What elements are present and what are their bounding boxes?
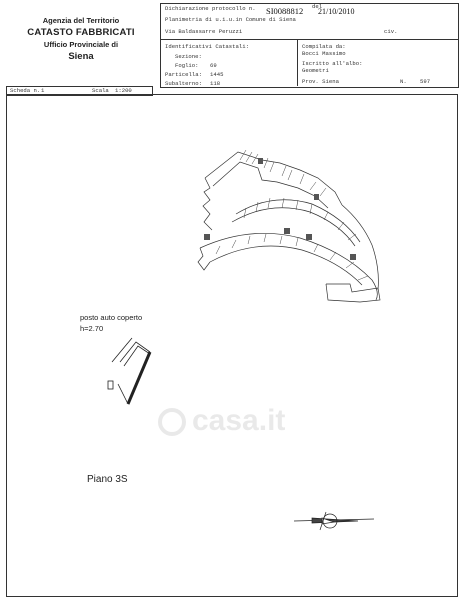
n-value: 597 [420, 78, 431, 85]
planimetria-label: Planimetria di u.i.u.in Comune di Siena [165, 16, 296, 23]
foglio-label: Foglio: [175, 62, 199, 69]
parking-space [108, 338, 150, 404]
subalterno-label: Subalterno: [165, 80, 202, 87]
parking-wall [128, 352, 150, 404]
n-label: N. [400, 78, 407, 85]
catastal-title: Identificativi Catastali: [165, 43, 249, 50]
building-hatch [216, 150, 368, 280]
agency-name: Agenzia del Territorio [42, 16, 120, 25]
declaration-number: SI0088812 [266, 6, 304, 16]
office-label: Ufficio Provinciale di [43, 40, 119, 49]
foglio-value: 69 [210, 62, 217, 69]
catasto-title: CATASTO FABBRICATI [27, 27, 135, 38]
declaration-label: Dichiarazione protocollo n. [165, 5, 256, 12]
office-city: Siena [68, 51, 94, 62]
civ-label: civ. [384, 28, 398, 35]
scheda-value: 1 [41, 87, 45, 94]
declaration-date: 21/10/2010 [318, 7, 355, 16]
parking-annotation: posto auto coperto [80, 313, 143, 322]
floor-label: Piano 3S [87, 474, 128, 485]
watermark-text: casa.it [192, 404, 286, 437]
particella-label: Particella: [165, 71, 202, 78]
address: Via Baldassarre Peruzzi [165, 28, 243, 35]
albo-value: Geometri [302, 67, 329, 74]
scheda-label: Scheda n. [10, 87, 41, 94]
compilata-name: Bocci Massimo [302, 50, 346, 57]
declaration-date-label: del [312, 3, 323, 10]
compilata-label: Compilata da: [302, 43, 346, 50]
subalterno-value: 118 [210, 80, 221, 87]
sezione-label: Sezione: [175, 53, 202, 60]
scale-label: Scala [92, 87, 109, 94]
particella-value: 1445 [210, 71, 224, 78]
iscritto-label: Iscritto all'albo: [302, 60, 363, 67]
watermark-logo [158, 402, 308, 442]
prov-label: Prov. Siena [302, 78, 339, 85]
building-outline [198, 152, 380, 302]
watermark-icon [158, 408, 186, 436]
north-arrow-icon [294, 512, 374, 530]
height-annotation: h=2.70 [80, 324, 104, 333]
scale-value: 1:200 [115, 87, 132, 94]
